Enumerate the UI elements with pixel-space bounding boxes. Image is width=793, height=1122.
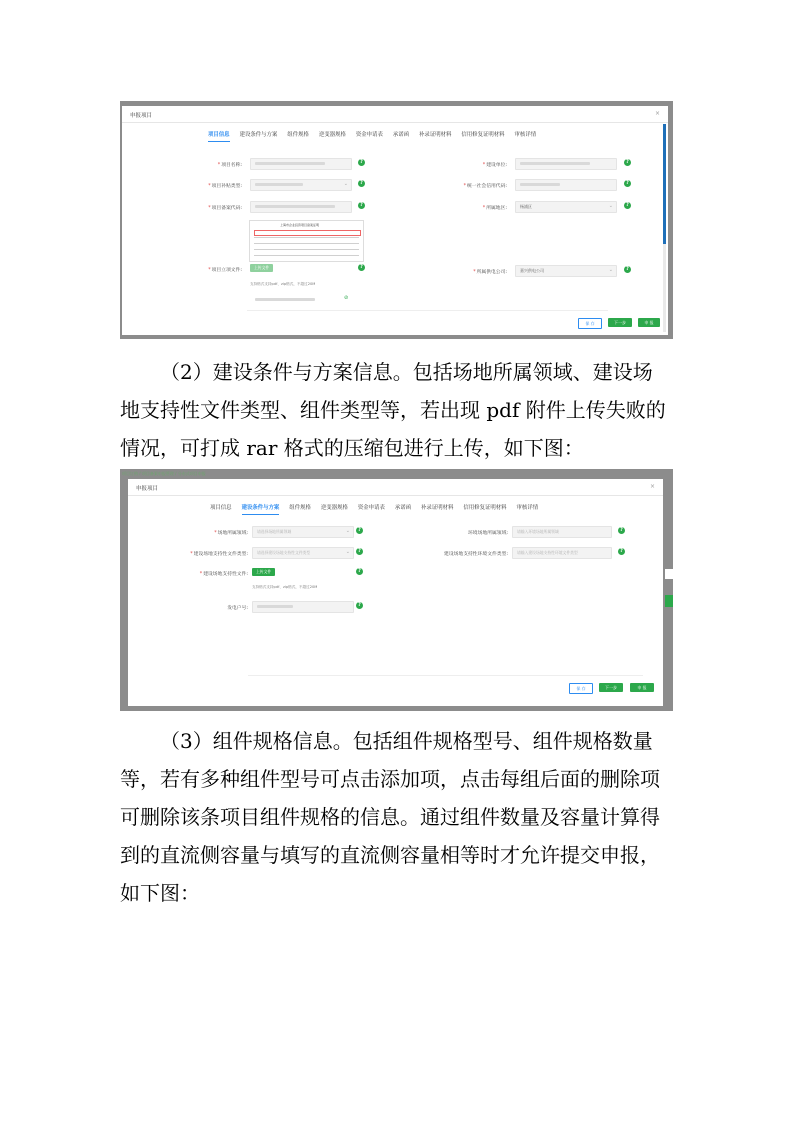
check-circle-icon: ⊘ bbox=[344, 295, 349, 301]
label-region: *所属地区: bbox=[482, 206, 507, 211]
env-file-type-input[interactable]: 请输入建设场地支持性环境文件类型 bbox=[512, 547, 612, 559]
tab-credit-repair[interactable]: 信用修复证明材料 bbox=[461, 132, 505, 138]
question-circle-icon[interactable]: ? bbox=[356, 568, 363, 575]
question-circle-icon[interactable]: ? bbox=[624, 202, 631, 209]
paragraph-line: 可删除该条项目组件规格的信息。通过组件数量及容量计算得 bbox=[120, 805, 660, 829]
screenshot-construction-conditions bbox=[120, 469, 673, 711]
upload-file-button[interactable]: 上传文件 bbox=[252, 568, 275, 576]
tab-review-details[interactable]: 审核详情 bbox=[516, 505, 539, 511]
tab-fund-application[interactable]: 资金申请表 bbox=[357, 505, 385, 511]
paragraph-line: 如下图： bbox=[120, 881, 200, 905]
close-icon[interactable]: × bbox=[654, 110, 660, 117]
dialog-title: 申报项目 bbox=[130, 113, 153, 119]
chevron-down-icon: ⌄ bbox=[343, 181, 348, 187]
apply-project-dialog bbox=[128, 479, 663, 706]
upload-file-button[interactable]: 上传文件 bbox=[250, 264, 273, 272]
submit-button[interactable]: 申 报 bbox=[638, 318, 660, 327]
label-credit-code: *统一社会信用代码: bbox=[463, 184, 507, 189]
next-step-button[interactable]: 下一步 bbox=[608, 318, 632, 327]
breadcrumb: 项目订购 / 项目备案申报管理 / 分布式项目申报 bbox=[122, 471, 206, 476]
tab-review-details[interactable]: 审核详情 bbox=[514, 132, 537, 138]
question-circle-icon[interactable]: ? bbox=[356, 548, 363, 555]
footer-divider bbox=[247, 310, 608, 311]
paragraph-line: （3）组件规格信息。包括组件规格型号、组件规格数量 bbox=[160, 729, 653, 753]
submit-button[interactable]: 申 报 bbox=[630, 683, 654, 692]
upload-hint: 支持格式支持pdf、zip格式，不超过20M bbox=[252, 585, 318, 589]
label-filing-code: *项目备案代码: bbox=[208, 206, 242, 211]
question-circle-icon[interactable]: ? bbox=[358, 159, 365, 166]
tab-commitment[interactable]: 承诺函 bbox=[392, 132, 410, 138]
power-account-input[interactable] bbox=[252, 601, 354, 613]
question-circle-icon[interactable]: ? bbox=[358, 264, 365, 271]
project-name-input[interactable] bbox=[250, 158, 352, 170]
power-company-select[interactable]: 嘉兴供电公司 ⌄ bbox=[515, 265, 617, 277]
save-button[interactable]: 保 存 bbox=[569, 683, 593, 694]
builder-input[interactable] bbox=[515, 158, 617, 170]
label-subsidy-type: *项目补贴类型: bbox=[208, 184, 242, 189]
thumbnail-highlight bbox=[254, 230, 361, 236]
tab-inverter-spec[interactable]: 逆变器规格 bbox=[320, 505, 348, 511]
question-circle-icon[interactable]: ? bbox=[356, 602, 363, 609]
question-circle-icon[interactable]: ? bbox=[624, 180, 631, 187]
tab-inverter-spec[interactable]: 逆变器规格 bbox=[318, 132, 346, 138]
paragraph-line: 地支持性文件类型、组件类型等，若出现 pdf 附件上传失败的 bbox=[120, 398, 666, 422]
thumbnail-title: 上海市企业投资项目备案证明 bbox=[280, 223, 320, 227]
question-circle-icon[interactable]: ? bbox=[618, 548, 625, 555]
region-select[interactable]: 杨浦区 ⌄ bbox=[515, 201, 617, 213]
tab-supplement[interactable]: 补录证明材料 bbox=[419, 132, 452, 138]
thumbnail-line bbox=[254, 243, 359, 244]
label-support-file-type: *建设场地支持性文件类型: bbox=[190, 552, 248, 557]
thumbnail-line bbox=[254, 255, 359, 256]
save-button[interactable]: 保 存 bbox=[578, 318, 602, 329]
chevron-down-icon: ⌄ bbox=[345, 549, 350, 555]
support-file-type-select[interactable]: 请选择建设场地支持性文件类型 ⌄ bbox=[252, 547, 354, 559]
question-circle-icon[interactable]: ? bbox=[618, 527, 625, 534]
tab-construction[interactable]: 建设条件与方案 bbox=[242, 503, 280, 515]
label-project-name: *项目名称: bbox=[217, 163, 242, 168]
tab-bar bbox=[208, 130, 536, 142]
tab-project-info[interactable]: 项目信息 bbox=[208, 130, 230, 142]
env-site-domain-input[interactable]: 请输入环境场地所属领域 bbox=[512, 526, 612, 538]
screenshot-project-info bbox=[120, 101, 673, 339]
scrollbar-thumb[interactable] bbox=[663, 124, 666, 244]
thumbnail-line bbox=[254, 237, 359, 238]
question-circle-icon[interactable]: ? bbox=[358, 180, 365, 187]
label-support-file: *建设场地支持性文件: bbox=[199, 572, 248, 577]
tab-credit-repair[interactable]: 信用修复证明材料 bbox=[463, 505, 507, 511]
divider bbox=[128, 495, 663, 496]
tab-construction[interactable]: 建设条件与方案 bbox=[239, 132, 278, 138]
label-power-account: 发电户号: bbox=[227, 606, 248, 611]
divider bbox=[122, 122, 668, 123]
paragraph-construction-conditions bbox=[120, 353, 675, 467]
background-edge bbox=[665, 569, 673, 579]
filing-code-input[interactable] bbox=[250, 201, 352, 213]
next-step-button[interactable]: 下一步 bbox=[599, 683, 623, 692]
label-env-file-type: 建设场地支持性环境文件类型: bbox=[444, 552, 508, 557]
paragraph-line: 等，若有多种组件型号可点击添加项，点击每组后面的删除项 bbox=[120, 767, 660, 791]
close-icon[interactable]: × bbox=[649, 483, 655, 490]
paragraph-module-spec bbox=[120, 722, 675, 912]
question-circle-icon[interactable]: ? bbox=[358, 202, 365, 209]
tab-project-info[interactable]: 项目信息 bbox=[210, 505, 232, 511]
question-circle-icon[interactable]: ? bbox=[356, 527, 363, 534]
background-edge bbox=[665, 595, 673, 607]
label-site-domain: *场地所属领域: bbox=[214, 531, 248, 536]
scrollbar[interactable] bbox=[663, 124, 666, 332]
question-circle-icon[interactable]: ? bbox=[624, 159, 631, 166]
tab-commitment[interactable]: 承诺函 bbox=[394, 505, 412, 511]
label-env-site-domain: 环境场地所属领域: bbox=[468, 531, 508, 536]
site-domain-select[interactable]: 请选择场地所属领域 ⌄ bbox=[252, 526, 354, 538]
subsidy-type-select[interactable] bbox=[250, 179, 352, 191]
tab-module-spec[interactable]: 组件规格 bbox=[289, 505, 311, 511]
label-power-company: *所属供电公司: bbox=[473, 270, 507, 275]
apply-project-dialog bbox=[122, 106, 668, 335]
upload-hint: 支持格式支持pdf、zip格式，不超过20M bbox=[250, 282, 316, 286]
paragraph-line: （2）建设条件与方案信息。包括场地所属领域、建设场 bbox=[160, 360, 653, 384]
label-approval-file: *项目立项文件: bbox=[208, 268, 242, 273]
thumbnail-line bbox=[254, 249, 359, 250]
tab-fund-application[interactable]: 资金申请表 bbox=[355, 132, 383, 138]
tab-supplement[interactable]: 补录证明材料 bbox=[421, 505, 454, 511]
label-builder: *建设单位: bbox=[482, 163, 507, 168]
tab-bar bbox=[210, 503, 538, 515]
footer-divider bbox=[248, 675, 643, 676]
chevron-down-icon: ⌄ bbox=[608, 267, 613, 273]
paragraph-line: 到的直流侧容量与填写的直流侧容量相等时才允许提交申报， bbox=[120, 843, 660, 867]
credit-code-input[interactable] bbox=[515, 179, 617, 191]
question-circle-icon[interactable]: ? bbox=[624, 266, 631, 273]
uploaded-file-item[interactable] bbox=[250, 294, 352, 306]
chevron-down-icon: ⌄ bbox=[608, 203, 613, 209]
filing-document-thumbnail[interactable] bbox=[249, 220, 364, 262]
chevron-down-icon: ⌄ bbox=[345, 528, 350, 534]
tab-module-spec[interactable]: 组件规格 bbox=[287, 132, 309, 138]
paragraph-line: 情况，可打成 rar 格式的压缩包进行上传，如下图： bbox=[120, 436, 584, 460]
dialog-title: 申报项目 bbox=[136, 486, 159, 492]
